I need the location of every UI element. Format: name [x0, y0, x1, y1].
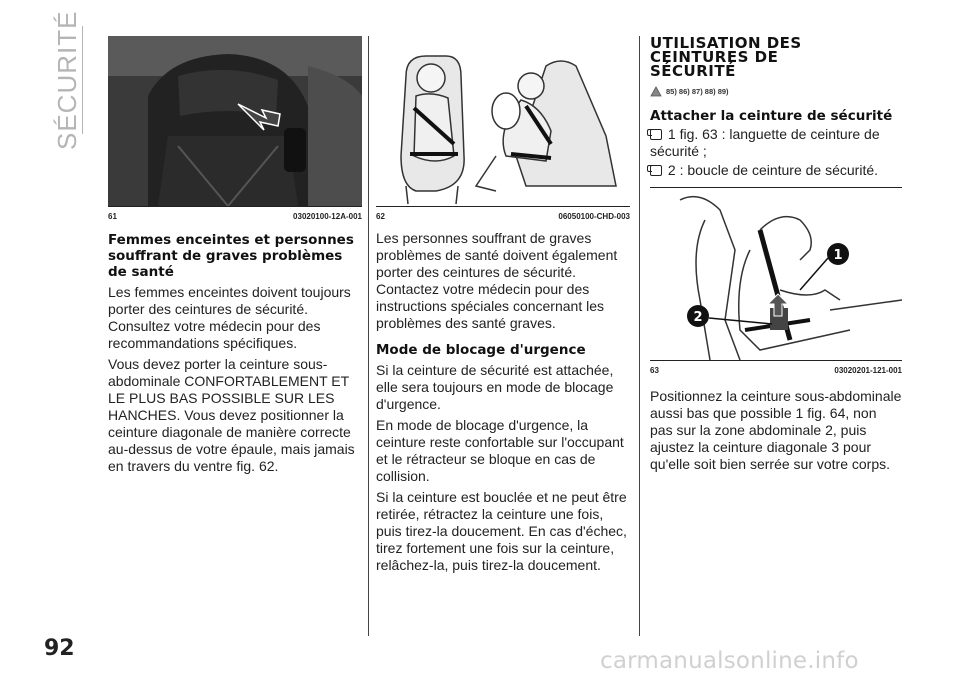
- figure-61-caption: [108, 206, 362, 222]
- figure-code: 03020201-121-001: [834, 365, 902, 375]
- reference-icon: [650, 165, 662, 176]
- figure-62: [376, 36, 630, 222]
- section-title-rule: [82, 26, 83, 134]
- title-line: UTILISATION DES: [650, 34, 802, 52]
- paragraph: Vous devez porter la ceinture sous-abdominale CONFORTABLEMENT ET LE PLUS BAS POSSIBLE SUR LES HANCHES. Vous devez positionner la ceinture diagonale de manière correcte au-dessus de votre épaule, mais jamais en travers du ventre fig. 62.: [108, 356, 355, 474]
- heading-emergency-locking: Mode de blocage d'urgence: [376, 342, 586, 358]
- warning-refs-text: 85) 86) 87) 88) 89): [666, 86, 729, 96]
- callout-1-label: 1: [833, 248, 843, 263]
- title-line: CEINTURES DE: [650, 48, 779, 66]
- heading-attach-belt: Attacher la ceinture de sécurité: [650, 108, 893, 124]
- paragraph: Les personnes souffrant de graves problèmes de santé doivent également porter des ceintures de sécurité. Contactez votre médecin pour des instructions spéciales concernant les problèmes des santé graves.: [376, 230, 618, 331]
- figure-number: 61: [108, 211, 117, 221]
- watermark: carmanualsonline.info: [600, 648, 859, 674]
- figure-code: 03020100-12A-001: [293, 211, 362, 221]
- figure-number: 63: [650, 365, 659, 375]
- paragraph: Si la ceinture de sécurité est attachée, elle sera toujours en mode de blocage d'urgence.: [376, 362, 614, 412]
- heading-pregnant-women: Femmes enceintes et personnes souffrant de graves problèmes de santé: [108, 232, 354, 280]
- column-2: [376, 36, 630, 574]
- section-heading: [650, 36, 902, 78]
- column-3: [650, 36, 902, 473]
- paragraph: Positionnez la ceinture sous-abdominale aussi bas que possible 1 fig. 64, non pas sur la zone abdominale 2, puis ajustez la ceinture diagonale 3 pour qu'elle soit bien serrée sur votre corps.: [650, 388, 902, 472]
- figure-code: 06050100-CHD-003: [558, 211, 630, 221]
- column-divider-2: [639, 36, 640, 636]
- column-1: [108, 36, 362, 475]
- list-item-text: 2 : boucle de ceinture de sécurité.: [667, 162, 879, 178]
- page-number: 92: [44, 636, 75, 661]
- title-line: SÉCURITÉ: [650, 62, 736, 80]
- list-item: [650, 126, 902, 160]
- figure-62-caption: [376, 206, 630, 222]
- list-item: [650, 162, 902, 179]
- reference-icon: [650, 129, 662, 140]
- figure-number: 62: [376, 211, 385, 221]
- warning-triangle-icon: [650, 86, 662, 97]
- list-item-text: 1 fig. 63 : languette de ceinture de sécurité ;: [650, 126, 880, 159]
- section-title: SÉCURITÉ: [52, 10, 82, 150]
- figure-62-image: [376, 36, 630, 206]
- figure-63-caption: [650, 360, 902, 376]
- warning-references: [650, 84, 902, 98]
- callout-2-label: 2: [693, 310, 703, 325]
- figure-61: [108, 36, 362, 222]
- figure-61-image: [108, 36, 362, 206]
- figure-63-image: [650, 190, 902, 360]
- paragraph: En mode de blocage d'urgence, la ceinture reste confortable sur l'occupant et le rétracteur se bloque en cas de collision.: [376, 417, 624, 484]
- paragraph: Les femmes enceintes doivent toujours porter des ceintures de sécurité. Consultez votre médecin pour des recommandations spécifiques.: [108, 284, 351, 351]
- column-divider-1: [368, 36, 369, 636]
- figure-63: [650, 190, 902, 376]
- paragraph: Si la ceinture est bouclée et ne peut être retirée, rétractez la ceinture une fois, puis tirez-la doucement. En cas d'échec, tirez fortement une fois sur la ceinture, relâchez-la, puis tirez-la doucement.: [376, 489, 627, 573]
- separator-line: [650, 187, 902, 188]
